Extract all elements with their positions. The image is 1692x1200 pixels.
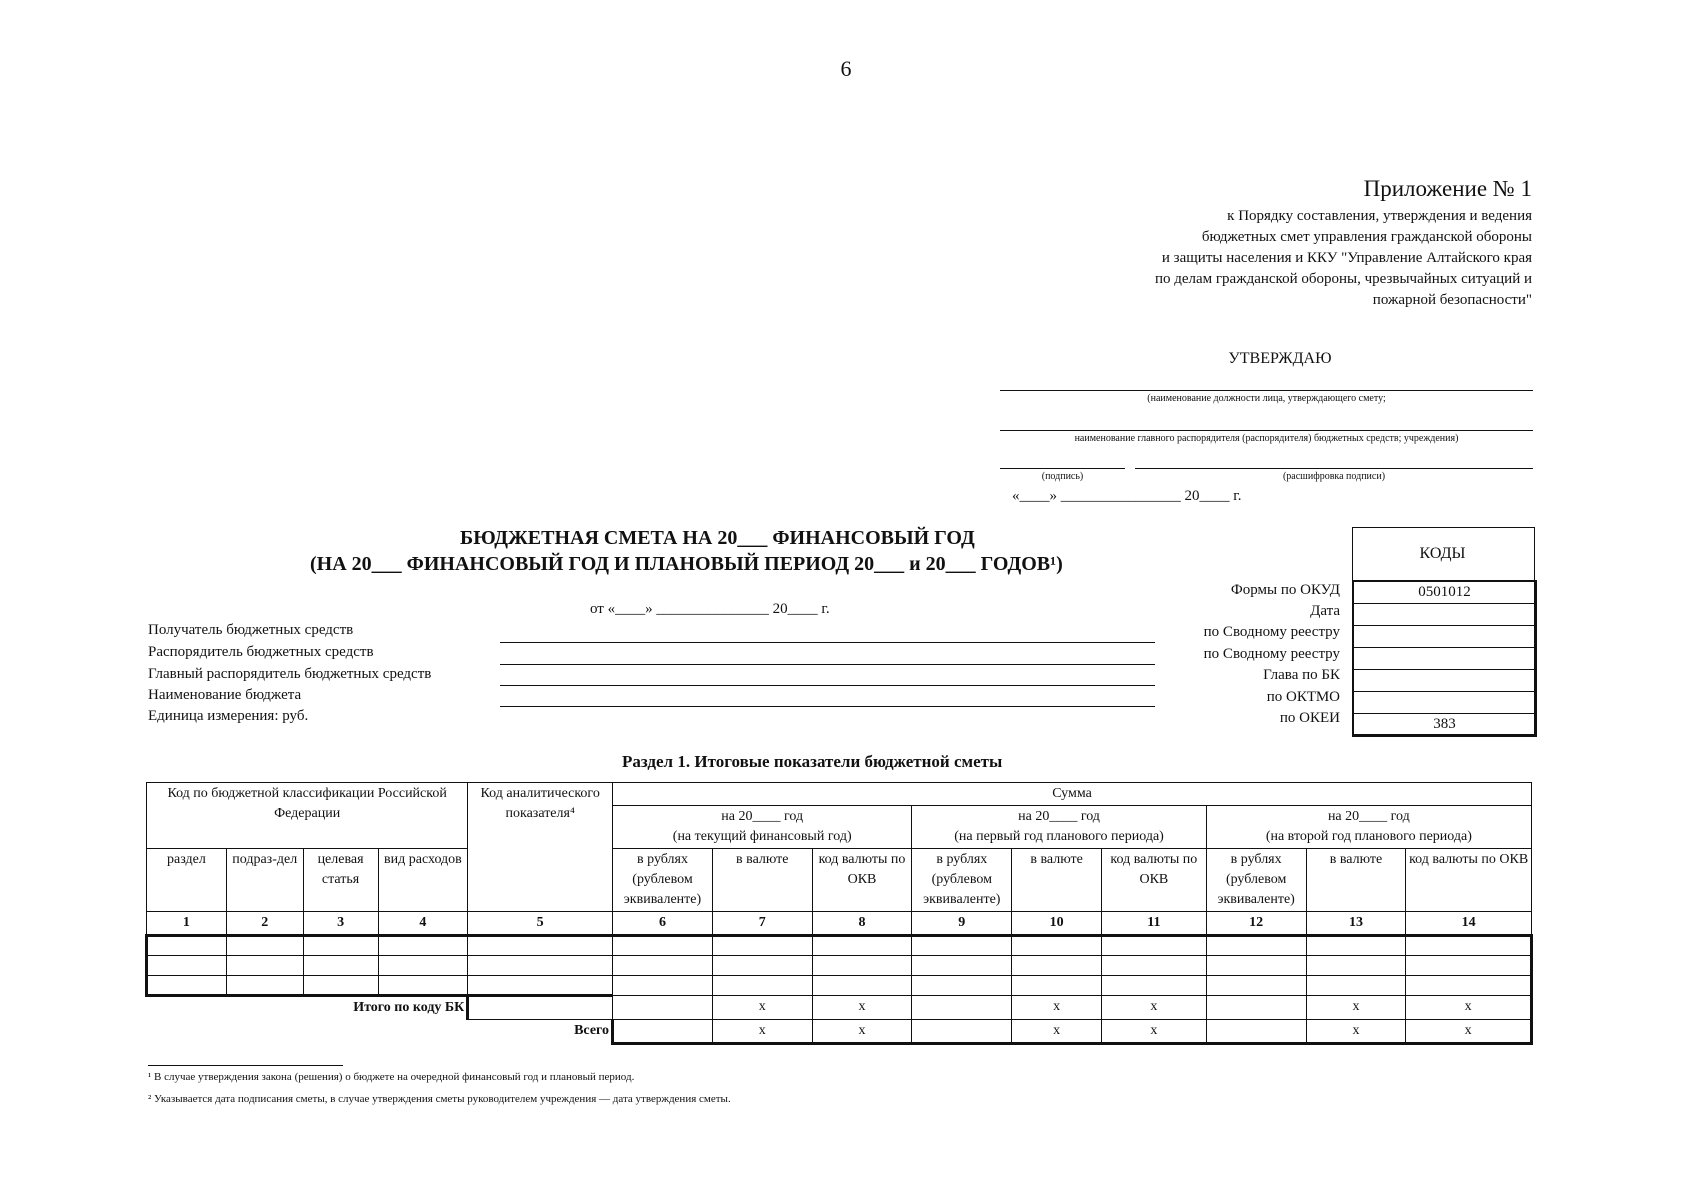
header-sum: Сумма bbox=[613, 783, 1532, 806]
approval-line bbox=[1000, 430, 1533, 431]
code-label: Формы по ОКУД bbox=[1230, 582, 1340, 598]
table-row bbox=[147, 936, 1532, 956]
code-label: по Сводному реестру bbox=[1203, 646, 1340, 662]
code-value bbox=[1354, 692, 1535, 714]
cell-x: x bbox=[712, 996, 812, 1020]
header-col: в рублях (рублевом эквиваленте) bbox=[912, 849, 1012, 912]
footnote: ² Указывается дата подписания сметы, в случае утверждения сметы руководителем учреждения — дата утверждения сметы. bbox=[148, 1093, 731, 1105]
col-number: 9 bbox=[912, 912, 1012, 936]
col-number: 12 bbox=[1206, 912, 1306, 936]
col-number: 1 bbox=[147, 912, 227, 936]
header-kbk: Код по бюджетной классификации Российской Федерации bbox=[147, 783, 468, 849]
total-bk-row bbox=[147, 996, 1532, 1020]
header-period: на 20____ год (на текущий финансовый год) bbox=[613, 806, 912, 849]
cell-x: x bbox=[1012, 1019, 1102, 1043]
col-number: 8 bbox=[812, 912, 912, 936]
document-date: от «____» _______________ 20____ г. bbox=[590, 601, 830, 617]
code-value bbox=[1354, 648, 1535, 670]
budget-table bbox=[145, 782, 1533, 1045]
name-caption: (расшифровка подписи) bbox=[1282, 471, 1386, 482]
col-number: 6 bbox=[613, 912, 713, 936]
appendix-line: и защиты населения и ККУ "Управление Алтайского края bbox=[1161, 250, 1532, 266]
field-line bbox=[500, 642, 1155, 643]
col-number: 7 bbox=[712, 912, 812, 936]
appendix-line: пожарной безопасности" bbox=[1372, 292, 1532, 308]
header-col: код валюты по ОКВ bbox=[812, 849, 912, 912]
code-value bbox=[1354, 604, 1535, 626]
code-value bbox=[1354, 626, 1535, 648]
approval-caption: наименование главного распорядителя (распорядителя) бюджетных средств; учреждения) bbox=[1074, 433, 1459, 444]
codes-header: КОДЫ bbox=[1352, 527, 1533, 581]
approval-caption: (наименование должности лица, утверждающего смету; bbox=[1147, 393, 1386, 404]
appendix-line: по делам гражданской обороны, чрезвычайных ситуаций и bbox=[1154, 271, 1532, 287]
field-line bbox=[500, 685, 1155, 686]
header-col: в рублях (рублевом эквиваленте) bbox=[1206, 849, 1306, 912]
document-title: БЮДЖЕТНАЯ СМЕТА НА 20___ ФИНАНСОВЫЙ ГОД bbox=[460, 527, 975, 549]
col-number: 10 bbox=[1012, 912, 1102, 936]
total-all-row bbox=[147, 1019, 1532, 1043]
signature-caption: (подпись) bbox=[1041, 471, 1084, 482]
header-period: на 20____ год (на второй год планового периода) bbox=[1206, 806, 1531, 849]
page-number: 6 bbox=[840, 56, 852, 81]
approval-date: «____» ________________ 20____ г. bbox=[1012, 488, 1242, 504]
table-row bbox=[147, 956, 1532, 976]
section-title: Раздел 1. Итоговые показатели бюджетной сметы bbox=[622, 752, 1003, 771]
header-col: вид расходов bbox=[378, 849, 468, 912]
field-label: Главный распорядитель бюджетных средств bbox=[148, 666, 432, 682]
table-row bbox=[147, 976, 1532, 996]
col-number: 2 bbox=[226, 912, 303, 936]
footnote: ¹ В случае утверждения закона (решения) о бюджете на очередной финансовый год и плановый период. bbox=[148, 1071, 635, 1083]
header-col: в валюте bbox=[1012, 849, 1102, 912]
header-col: код валюты по ОКВ bbox=[1102, 849, 1207, 912]
total-all-label: Всего bbox=[147, 1019, 613, 1043]
appendix-line: к Порядку составления, утверждения и ведения bbox=[1227, 208, 1532, 224]
header-col: целевая статья bbox=[303, 849, 378, 912]
approval-line bbox=[1000, 390, 1533, 391]
col-number: 14 bbox=[1406, 912, 1532, 936]
appendix-title: Приложение № 1 bbox=[1363, 176, 1532, 201]
header-col: в валюте bbox=[712, 849, 812, 912]
code-label: по ОКТМО bbox=[1266, 689, 1340, 705]
appendix-line: бюджетных смет управления гражданской обороны bbox=[1201, 229, 1532, 245]
code-label: по Сводному реестру bbox=[1203, 624, 1340, 640]
header-col: раздел bbox=[147, 849, 227, 912]
code-value: 383 bbox=[1433, 716, 1456, 732]
total-bk-label: Итого по коду БК bbox=[147, 996, 468, 1020]
cell-x: x bbox=[812, 996, 912, 1020]
col-number: 4 bbox=[378, 912, 468, 936]
col-number: 3 bbox=[303, 912, 378, 936]
header-analytic: Код аналитического показателя⁴ bbox=[468, 783, 613, 912]
cell-x: x bbox=[1102, 996, 1207, 1020]
header-col: в рублях (рублевом эквиваленте) bbox=[613, 849, 713, 912]
code-label: по ОКЕИ bbox=[1279, 710, 1340, 726]
footnote-divider bbox=[148, 1065, 343, 1066]
cell-x: x bbox=[712, 1019, 812, 1043]
col-number: 11 bbox=[1102, 912, 1207, 936]
col-number: 5 bbox=[468, 912, 613, 936]
header-col: в валюте bbox=[1306, 849, 1406, 912]
field-label: Наименование бюджета bbox=[148, 687, 302, 703]
document-subtitle: (НА 20___ ФИНАНСОВЫЙ ГОД И ПЛАНОВЫЙ ПЕРИОД 20___ и 20___ ГОДОВ¹) bbox=[310, 553, 1063, 575]
col-number: 13 bbox=[1306, 912, 1406, 936]
field-label: Распорядитель бюджетных средств bbox=[148, 644, 374, 660]
cell-x: x bbox=[1406, 1019, 1532, 1043]
header-col: подраз-дел bbox=[226, 849, 303, 912]
code-label: Дата bbox=[1310, 603, 1340, 619]
field-label: Получатель бюджетных средств bbox=[148, 622, 354, 638]
name-line bbox=[1135, 468, 1533, 469]
appendix-subtitle bbox=[1012, 206, 1532, 311]
cell-x: x bbox=[1102, 1019, 1207, 1043]
code-label: Глава по БК bbox=[1263, 667, 1340, 683]
code-value: 0501012 bbox=[1354, 582, 1535, 604]
field-line bbox=[500, 706, 1155, 707]
cell-x: x bbox=[1406, 996, 1532, 1020]
header-period: на 20____ год (на первый год планового периода) bbox=[912, 806, 1206, 849]
field-line bbox=[500, 664, 1155, 665]
field-label: Единица измерения: руб. bbox=[148, 708, 309, 724]
cell-x: x bbox=[812, 1019, 912, 1043]
approval-heading: УТВЕРЖДАЮ bbox=[1228, 350, 1332, 367]
code-value bbox=[1354, 670, 1535, 692]
cell-x: x bbox=[1306, 996, 1406, 1020]
header-col: код валюты по ОКВ bbox=[1406, 849, 1532, 912]
cell-x: x bbox=[1012, 996, 1102, 1020]
cell-x: x bbox=[1306, 1019, 1406, 1043]
codes-grid bbox=[1352, 580, 1537, 737]
signature-line bbox=[1000, 468, 1125, 469]
